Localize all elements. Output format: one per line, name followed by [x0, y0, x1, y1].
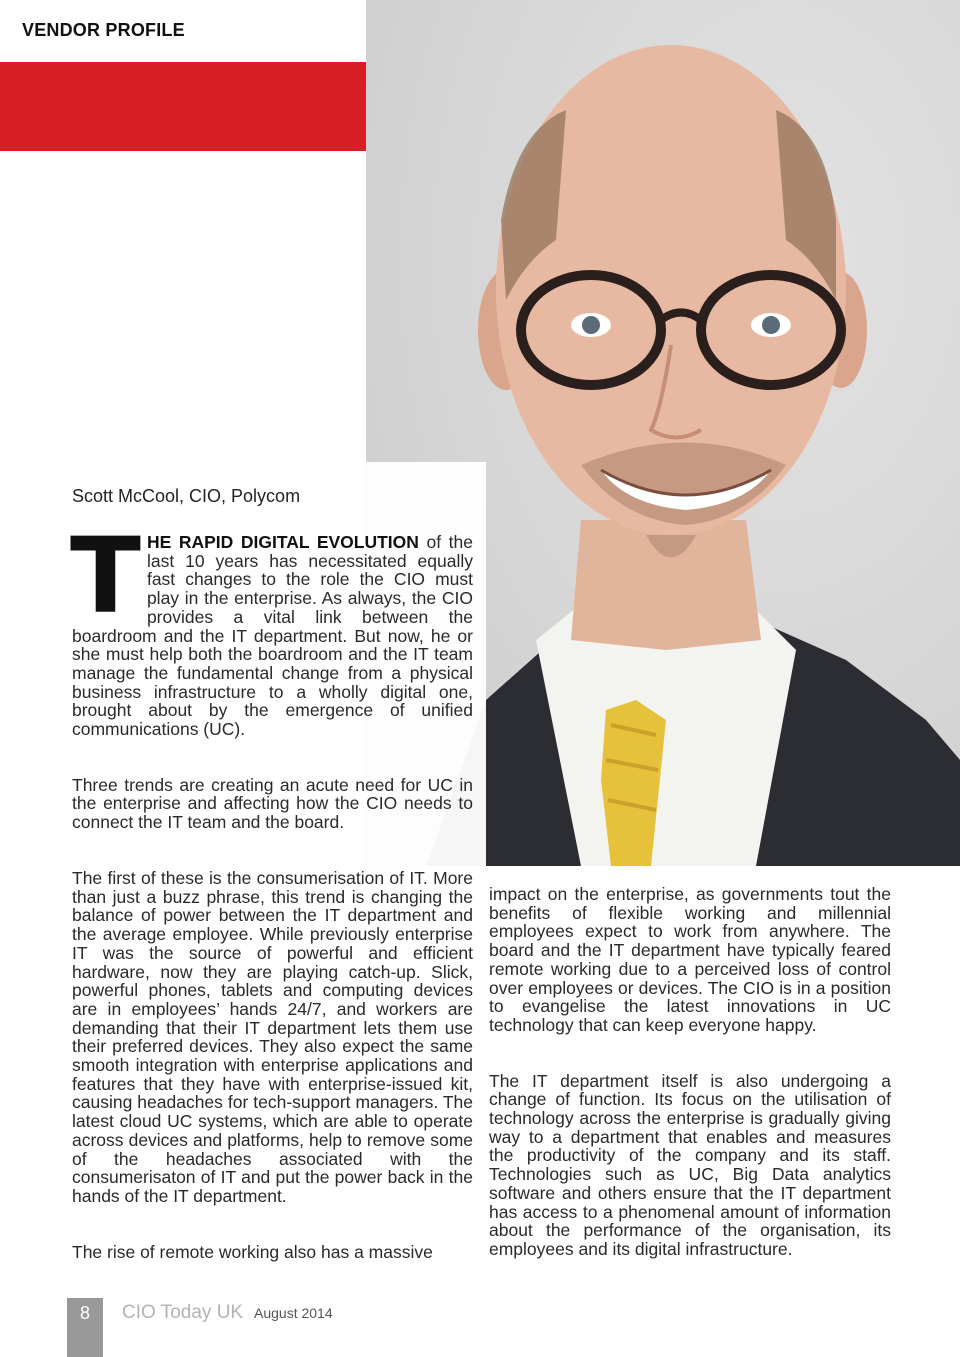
paragraph-consumerisation: The first of these is the consumerisation of IT. More than just a buzz phrase, this trend is changing the balance of power between the IT department and the average employee. While previously enterprise IT was the source of powerful and efficient hardware, now they are playing catch-up. Slick, powerful phones, tablets and computing devices are in employees’ hands 24/7, and workers are demanding that their IT department lets them use their preferred devices. They also expect the same smooth integration with enterprise applications and features that they have with enterprise-issued kit, causing headaches for tech-support managers. The latest cloud UC systems, which are able to operate across devices and platforms, help to remove some of the headaches associated with the consumerisaton of IT and put the power back in the hands of the IT department.: [72, 868, 473, 1206]
article-column-left-top: [70, 515, 473, 869]
lead-bold-text: HE RAPID DIGITAL EVOLUTION: [146, 532, 419, 552]
article-column-left-bottom: [72, 869, 473, 1298]
accent-bar: [0, 62, 366, 151]
lead-text: of the last 10 years has necessitated equally fast changes to the role the CIO must play in the enterprise. As always, the CIO provides a vital link between the boardroom and the IT department. But now, he or she must help both the boardroom and the IT team manage the fundamental change from a physical business infrastructure to a wholly digital one, brought about by the emergence of unified communications (UC).: [72, 532, 473, 740]
page-number: 8: [79, 1303, 90, 1323]
drop-cap: T: [70, 515, 141, 637]
magazine-name: CIO Today UK: [122, 1302, 244, 1323]
photo-caption: Scott McCool, CIO, Polycom: [72, 486, 301, 506]
paragraph-remote-working-cont: impact on the enterprise, as governments tout the benefits of flexible working and millennial employees expect to work from anywhere. The board and the IT department have typically feared remote working due to a perceived loss of control over employees or devices. The CIO is in a position to evangelise the latest innovations in UC technology that can keep everyone happy.: [489, 884, 891, 1035]
paragraph-remote-working-start: The rise of remote working also has a massive: [72, 1241, 433, 1262]
paragraph-trends: Three trends are creating an acute need for UC in the enterprise and affecting how the CIO needs to connect the IT team and the board.: [72, 774, 473, 833]
paragraph-it-department: The IT department itself is also undergoing a change of function. Its focus on the utilisation of technology across the enterprise is gradually giving way to a department that enables and measures the productivity of the company and its staff. Technologies such as UC, Big Data analytics software and others ensure that the IT department has access to a phenomenal amount of information about the performance of the organisation, its employees and its digital infrastructure.: [489, 1070, 891, 1259]
section-label: VENDOR PROFILE: [22, 20, 185, 40]
issue-date: August 2014: [254, 1305, 333, 1321]
lead-paragraph: [70, 515, 473, 740]
article-column-right: [489, 885, 891, 1296]
